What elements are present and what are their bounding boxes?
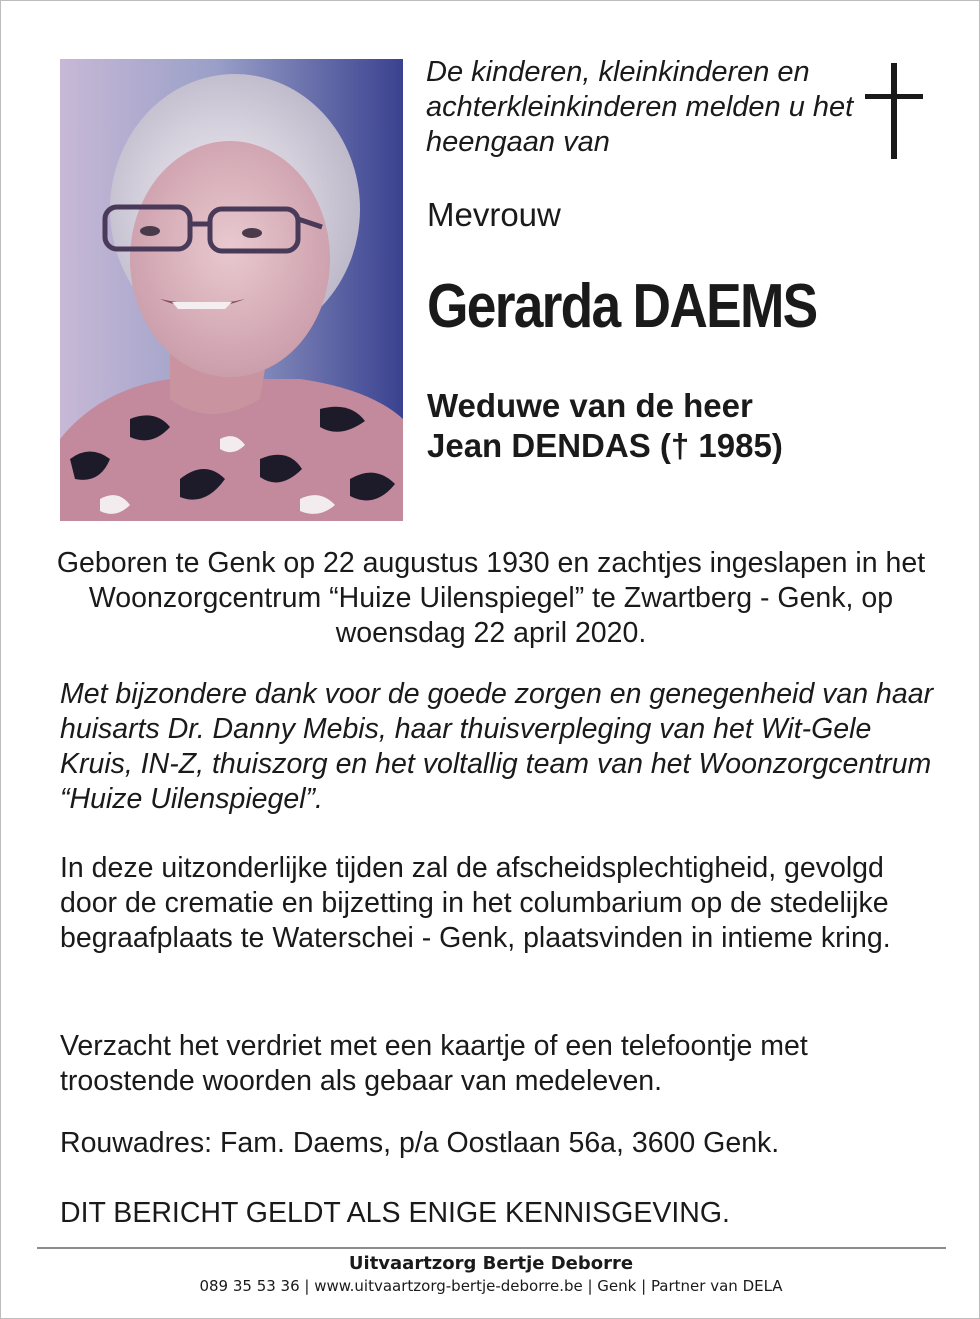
deceased-name: Gerarda DAEMS xyxy=(427,272,817,341)
birth-death-paragraph: Geboren te Genk op 22 augustus 1930 en zachtjes ingeslapen in het Woonzorgcentrum “Huize Uilenspiegel” te Zwartberg - Genk, op woensdag 22 april 2020. xyxy=(56,547,926,649)
footer-divider xyxy=(37,1247,946,1249)
intro-text: De kinderen, kleinkinderen en achterkleinkinderen melden u het heengaan van xyxy=(426,56,854,158)
widow-line-1: Weduwe van de heer xyxy=(427,387,753,424)
funeral-company-info: 089 35 53 36 | www.uitvaartzorg-bertje-deborre.be | Genk | Partner van DELA xyxy=(199,1277,783,1295)
official-notice: DIT BERICHT GELDT ALS ENIGE KENNISGEVING. xyxy=(60,1197,730,1229)
thanks-paragraph: Met bijzondere dank voor de goede zorgen en genegenheid van haar huisarts Dr. Danny Mebis, haar thuisverpleging van het Wit-Gele Kruis, IN-Z, thuiszorg en het voltallig team van het Woonzorgcentrum “Huize Uilenspiegel”. xyxy=(60,678,934,815)
funeral-company-name: Uitvaartzorg Bertje Deborre xyxy=(348,1253,634,1274)
widow-line-2: Jean DENDAS († 1985) xyxy=(427,427,783,464)
honorific-title: Mevrouw xyxy=(427,196,561,233)
portrait-photo xyxy=(60,59,403,521)
widow-block xyxy=(427,386,783,466)
comfort-paragraph: Verzacht het verdriet met een kaartje of een telefoontje met troostende woorden als gebaar van medeleven. xyxy=(60,1030,808,1097)
mourning-address: Rouwadres: Fam. Daems, p/a Oostlaan 56a, 3600 Genk. xyxy=(60,1127,780,1159)
ceremony-paragraph: In deze uitzonderlijke tijden zal de afscheidsplechtigheid, gevolgd door de crematie en bijzetting in het columbarium op de stedelijke begraafplaats te Waterschei - Genk, plaatsvinden in intieme kring. xyxy=(60,852,891,954)
cross-icon xyxy=(865,63,923,159)
